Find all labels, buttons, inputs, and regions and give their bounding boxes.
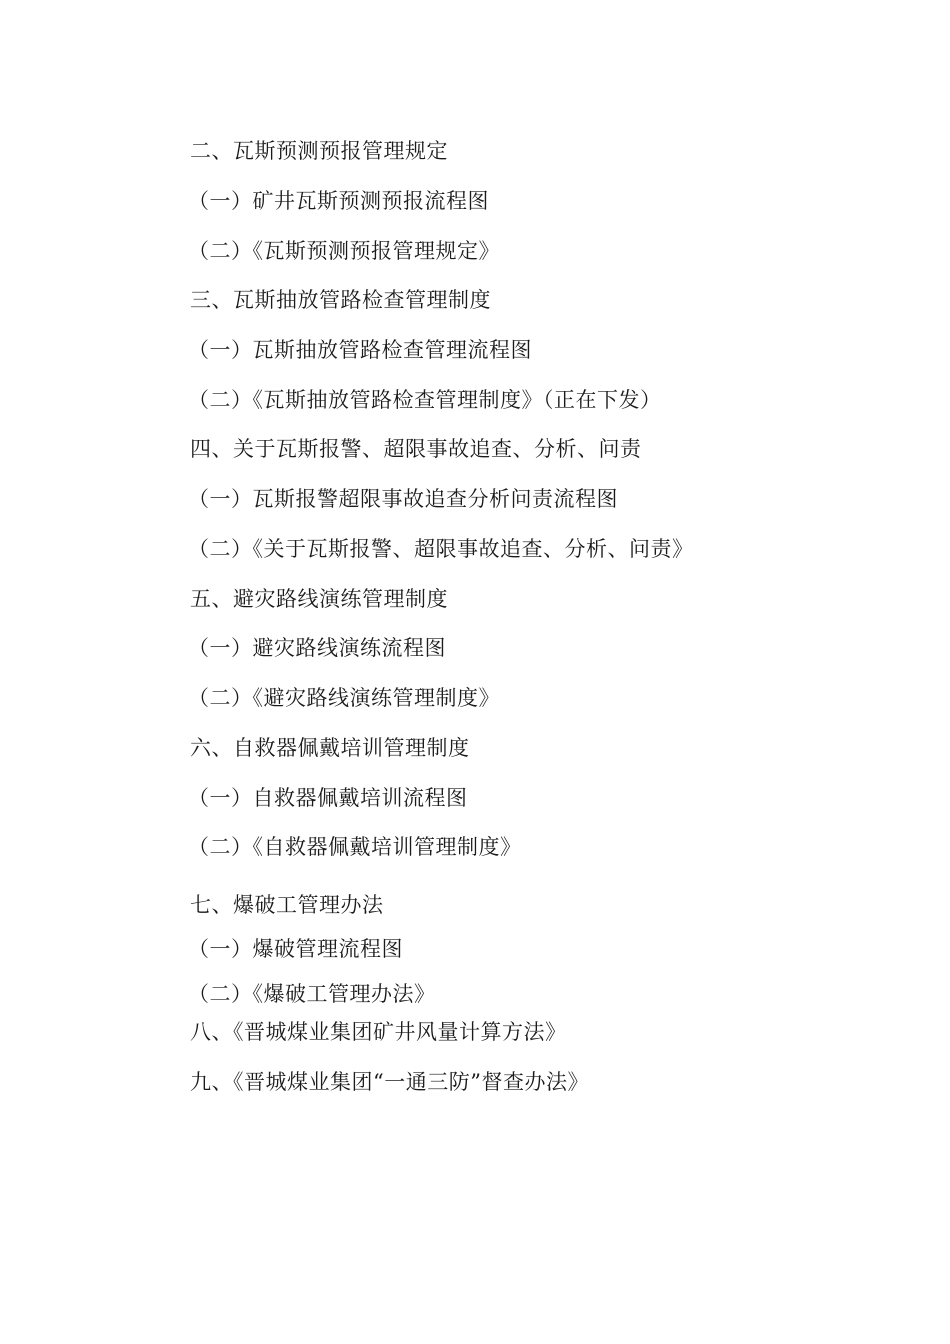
section-heading-4: 四、关于瓦斯报警、超限事故追查、分析、问责 xyxy=(190,437,642,461)
subsection-line: （一）瓦斯报警超限事故追查分析问责流程图 xyxy=(188,487,618,511)
subsection-line: （二）《避灾路线演练管理制度》 xyxy=(188,686,500,710)
section-heading-6: 六、自救器佩戴培训管理制度 xyxy=(190,736,470,760)
section-heading-9: 九、《晋城煤业集团“一通三防”督查办法》 xyxy=(190,1070,589,1094)
subsection-line: （二）《爆破工管理办法》 xyxy=(188,982,436,1006)
subsection-line: （一）爆破管理流程图 xyxy=(188,937,403,961)
section-heading-3: 三、瓦斯抽放管路检查管理制度 xyxy=(190,288,491,312)
subsection-line: （一）矿井瓦斯预测预报流程图 xyxy=(188,189,489,213)
subsection-line: （一）自救器佩戴培训流程图 xyxy=(188,786,468,810)
subsection-line: （二）《关于瓦斯报警、超限事故追查、分析、问责》 xyxy=(188,537,694,561)
subsection-line: （二）《自救器佩戴培训管理制度》 xyxy=(188,835,522,859)
subsection-line: （一）避灾路线演练流程图 xyxy=(188,636,446,660)
subsection-line: （二）《瓦斯预测预报管理规定》 xyxy=(188,239,500,263)
section-heading-5: 五、避灾路线演练管理制度 xyxy=(190,587,448,611)
subsection-line: （一）瓦斯抽放管路检查管理流程图 xyxy=(188,338,532,362)
section-heading-2: 二、瓦斯预测预报管理规定 xyxy=(190,139,448,163)
section-heading-7: 七、爆破工管理办法 xyxy=(190,893,384,917)
subsection-line: （二）《瓦斯抽放管路检查管理制度》（正在下发） xyxy=(188,388,662,412)
section-heading-8: 八、《晋城煤业集团矿井风量计算方法》 xyxy=(190,1020,567,1044)
